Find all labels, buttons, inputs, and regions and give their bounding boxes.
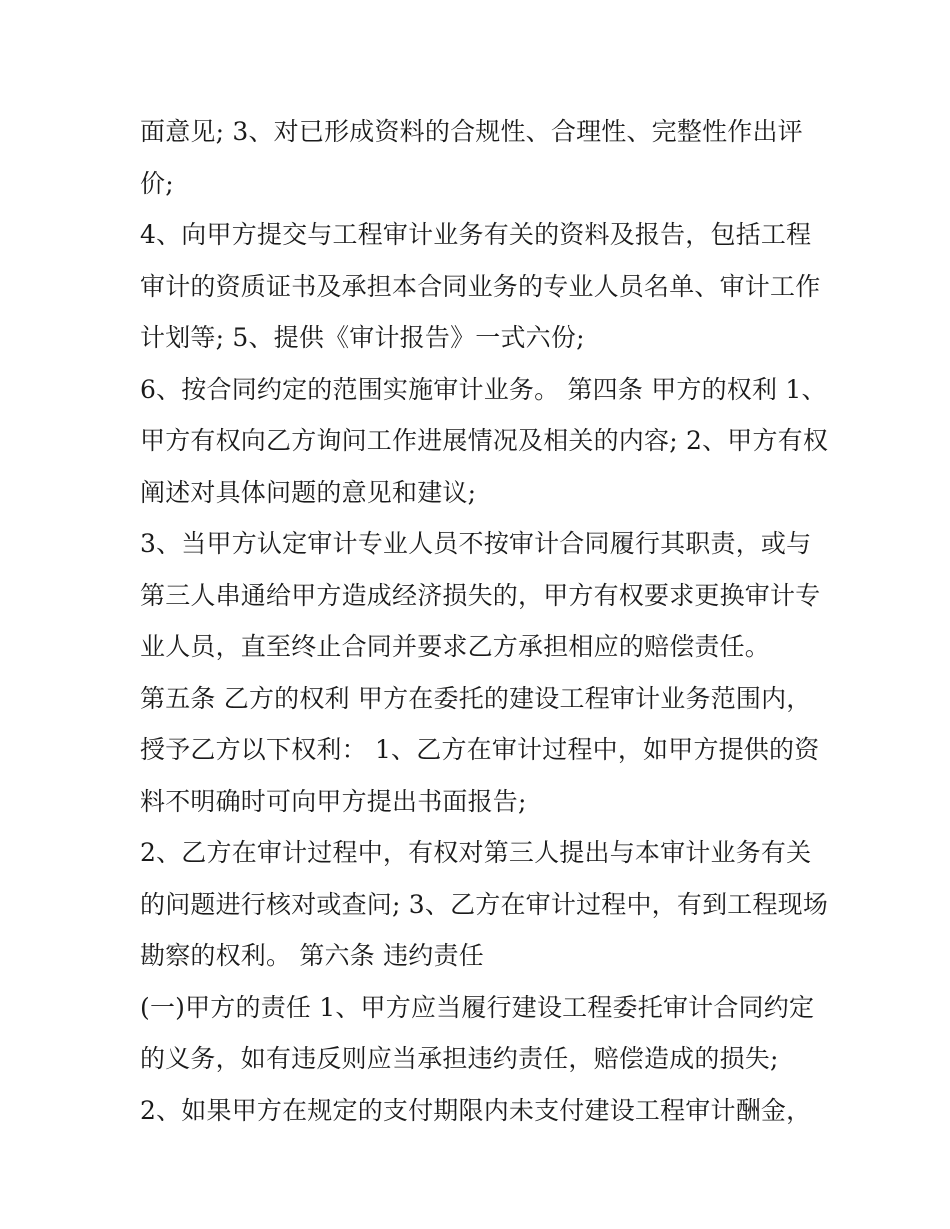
text-line: (一)甲方的责任 1、甲方应当履行建设工程委托审计合同约定 bbox=[140, 992, 815, 1022]
text-line: 第三人串通给甲方造成经济损失的，甲方有权要求更换审计专 bbox=[140, 580, 821, 610]
text-line: 料不明确时可向甲方提出书面报告; bbox=[140, 786, 527, 816]
text-line: 的义务，如有违反则应当承担违约责任，赔偿造成的损失; bbox=[140, 1044, 779, 1073]
text-line: 审计的资质证书及承担本合同业务的专业人员名单、审计工作 bbox=[140, 271, 821, 301]
text-line: 勘察的权利。 第六条 违约责任 bbox=[140, 941, 484, 970]
text-line: 4、向甲方提交与工程审计业务有关的资料及报告，包括工程 bbox=[140, 220, 812, 249]
text-line: 业人员，直至终止合同并要求乙方承担相应的赔偿责任。 bbox=[140, 632, 771, 661]
text-line: 6、按合同约定的范围实施审计业务。 第四条 甲方的权利 1、 bbox=[140, 374, 827, 404]
text-line: 价; bbox=[140, 168, 174, 198]
text-line: 授予乙方以下权利： 1、乙方在审计过程中，如甲方提供的资 bbox=[140, 735, 820, 764]
contract-text-body bbox=[140, 106, 829, 1136]
text-line: 2、乙方在审计过程中，有权对第三人提出与本审计业务有关 bbox=[140, 838, 812, 867]
text-line: 第五条 乙方的权利 甲方在委托的建设工程审计业务范围内， bbox=[140, 683, 812, 713]
text-line: 甲方有权向乙方询问工作进展情况及相关的内容; 2、甲方有权 bbox=[140, 426, 829, 455]
text-line: 阐述对具体问题的意见和建议; bbox=[140, 477, 477, 507]
text-line: 2、如果甲方在规定的支付期限内未支付建设工程审计酬金， bbox=[140, 1095, 812, 1125]
text-line: 的问题进行核对或查问; 3、乙方在审计过程中，有到工程现场 bbox=[140, 889, 829, 919]
text-line: 3、当甲方认定审计专业人员不按审计合同履行其职责，或与 bbox=[140, 529, 812, 558]
text-line: 计划等; 5、提供《审计报告》一式六份; bbox=[140, 323, 585, 352]
text-line: 面意见; 3、对已形成资料的合规性、合理性、完整性作出评 bbox=[140, 117, 803, 146]
